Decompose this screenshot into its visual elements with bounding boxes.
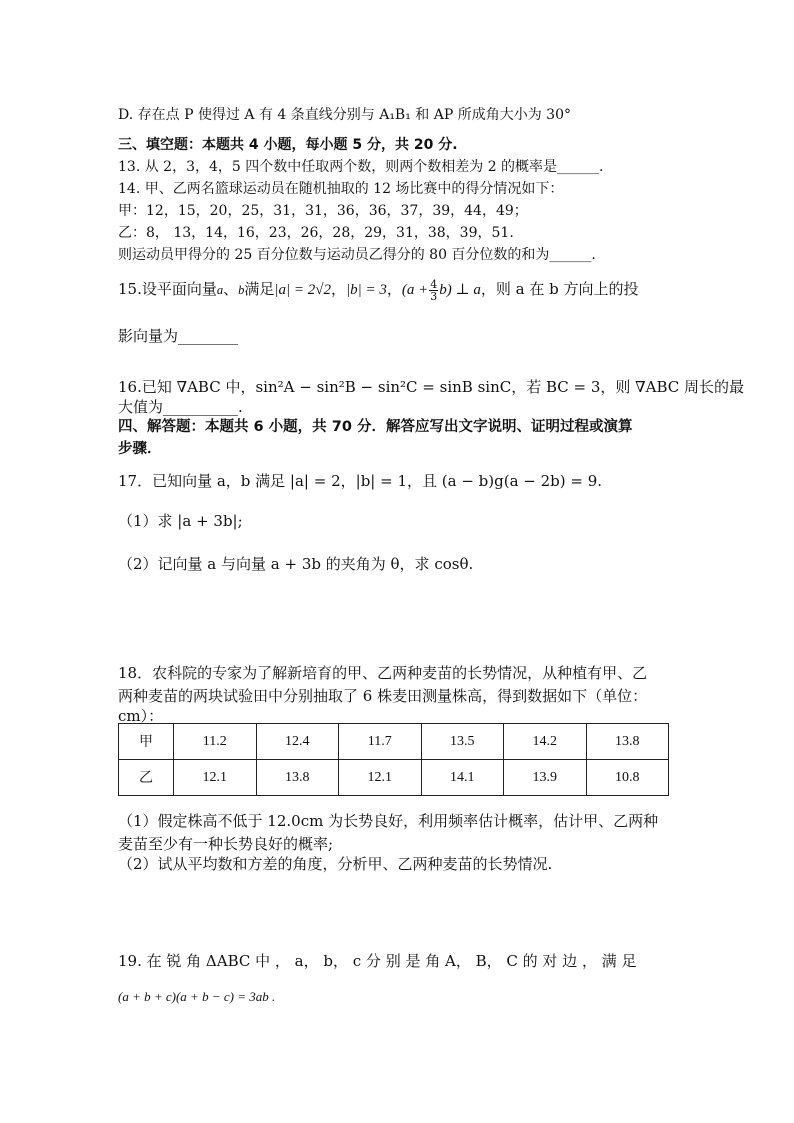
question-14-jia-scores: 甲：12，15，20，25，31，31，36，36，37，39，44，49； [118,203,528,219]
question-14-ask: 则运动员甲得分的 25 百分位数与运动员乙得分的 80 百分位数的和为______. [118,247,596,263]
question-15-line-1 [118,278,639,302]
section-4-heading: 四、解答题：本题共 6 小题，共 70 分．解答应写出文字说明、证明过程或演算 [118,419,633,435]
question-14: 14. 甲、乙两名篮球运动员在随机抽取的 12 场比赛中的得分情况如下： [118,181,564,197]
table-cell: 11.2 [174,724,257,760]
table-cell: 10.8 [586,760,669,796]
question-17-part-1: （1）求 |a + 3b|; [118,512,243,530]
question-18-part-1: （1）假定株高不低于 12.0cm 为长势良好，利用频率估计概率，估计甲、乙两种 [118,812,659,830]
table-cell: 13.5 [421,724,504,760]
table-cell: 12.4 [256,724,339,760]
question-17-part-2: （2）记向量 a 与向量 a + 3b 的夹角为 θ，求 cosθ. [118,555,474,573]
table-cell: 14.2 [504,724,587,760]
section-3-heading: 三、填空题：本题共 4 小题，每小题 5 分，共 20 分. [118,137,458,153]
q15-perp-post: b) ⊥ a [439,282,481,298]
table-row-header: 甲 [119,724,174,760]
q15-comma-1: ， [331,280,347,298]
q15-vec-a: a [216,283,224,297]
question-17: 17．已知向量 a，b 满足 |a| = 2，|b| = 1，且 (a − b)g(a − 2b) = 9. [118,472,603,490]
question-16-line-1: 16.已知 ∇ABC 中，sin²A − sin²B − sin²C = sinB sinC，若 BC = 3，则 ∇ABC 周长的最 [118,378,745,396]
wheat-height-table [118,723,669,796]
table-cell: 13.8 [256,760,339,796]
table-cell: 14.1 [421,760,504,796]
question-18-line-2: 两种麦苗的两块试验田中分别抽取了 6 株麦田测量株高，得到数据如下（单位： [118,687,648,705]
table-cell: 13.8 [586,724,669,760]
question-19-line-1: 19. 在 锐 角 ΔABC 中 ， a， b， c 分 别 是 角 A， B， C 的 对 边 ， 满 足 [118,952,637,970]
table-row [119,760,669,796]
table-row [119,724,669,760]
option-d-text: D. 存在点 P 使得过 A 有 4 条直线分别与 A₁B₁ 和 AP 所成角大小为 30° [118,107,571,123]
q15-tail: ，则 a 在 b 方向上的投 [480,280,639,298]
question-14-yi-scores: 乙：8， 13，14，16，23，26，28，29，31，38，39，51. [118,225,514,241]
q15-prefix: 15.设平面向量 [118,280,217,298]
table-row-header: 乙 [119,760,174,796]
question-15-line-2: 影向量为________ [118,327,239,345]
q15-perp-pre: (a + [401,282,429,298]
q15-sep: 、 [223,280,239,298]
q15-vec-b: b [238,283,245,297]
q15-cond-2: |b| = 3 [346,282,387,298]
section-4-heading-cont: 步骤． [118,441,162,457]
table-cell: 12.1 [174,760,257,796]
table-cell: 11.7 [339,724,422,760]
question-18-part-1-cont: 麦苗至少有一种长势良好的概率; [118,835,334,853]
q15-cond-1: |a| = 2√2 [274,282,331,298]
q15-comma-2: ， [386,280,402,298]
question-18-line-1: 18．农科院的专家为了解新培育的甲、乙两种麦苗的长势情况，从种植有甲、乙 [118,664,648,682]
q15-frac-num: 4 [430,277,438,291]
q15-fraction [429,279,438,302]
question-19-line-2: (a + b + c)(a + b − c) = 3ab . [118,989,276,1004]
q15-frac-den: 3 [430,289,438,303]
question-13: 13. 从 2，3，4，5 四个数中任取两个数，则两个数相差为 2 的概率是______. [118,159,604,175]
table-cell: 12.1 [339,760,422,796]
question-18-line-3: cm）： [118,707,164,725]
table-cell: 13.9 [504,760,587,796]
question-16-line-2: 大值为__________. [118,398,243,416]
q15-satisfy: 满足 [244,280,275,298]
question-18-part-2: （2）试从平均数和方差的角度，分析甲、乙两种麦苗的长势情况. [118,855,553,873]
